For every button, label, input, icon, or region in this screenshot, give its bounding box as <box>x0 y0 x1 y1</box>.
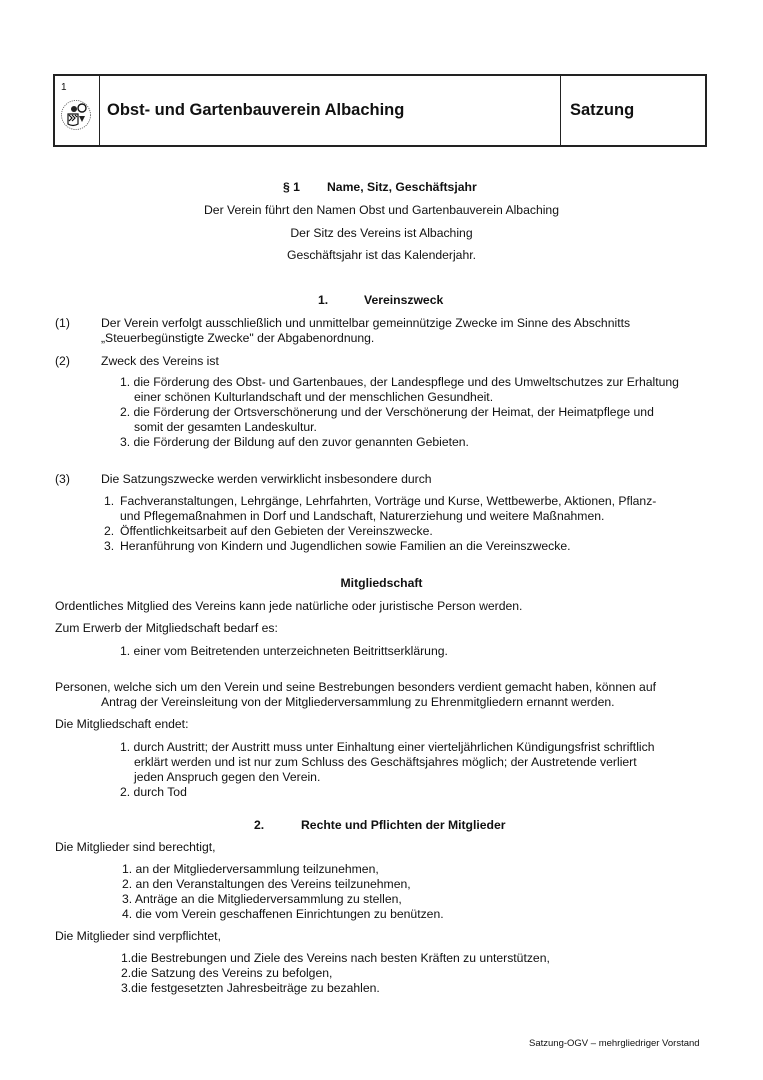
rechte-number: 2. <box>254 818 265 832</box>
paragraph-text: Der Verein verfolgt ausschließlich und unmittelbar gemeinnützige Zwecke im Sinne des Abschnitts <box>101 316 631 330</box>
list-item: 1. einer vom Beitretenden unterzeichneten Beitrittserklärung. <box>120 644 448 658</box>
section1-line: Der Sitz des Vereins ist Albaching <box>290 226 473 240</box>
page-footer: Satzung-OGV – mehrgliedriger Vorstand <box>529 1038 700 1049</box>
section1-line: Der Verein führt den Namen Obst und Gartenbauverein Albaching <box>203 203 559 217</box>
list-item: Heranführung von Kindern und Jugendlichen sowie Familien an die Vereinszwecke. <box>120 539 571 553</box>
list-item: Fachveranstaltungen, Lehrgänge, Lehrfahrten, Vorträge und Kurse, Wettbewerbe, Aktionen, Pflanz- <box>120 494 657 508</box>
list-number: 2. <box>104 524 115 538</box>
club-seal-logo <box>60 99 92 131</box>
text-line: Zum Erwerb der Mitgliedschaft bedarf es: <box>55 621 278 635</box>
list-item: 3. die Förderung der Bildung auf den zuvor genannten Gebieten. <box>120 435 469 449</box>
list-item: 1. an der Mitgliederversammlung teilzunehmen, <box>122 862 379 876</box>
paragraph-text: Die Satzungszwecke werden verwirklicht insbesondere durch <box>101 472 432 486</box>
page-number: 1 <box>61 82 67 93</box>
logo-cell <box>55 76 100 145</box>
text-line-continuation: Antrag der Vereinsleitung von der Mitgliederversammlung zu Ehrenmitgliedern ernannt werden. <box>101 695 615 709</box>
rechte-title: Rechte und Pflichten der Mitglieder <box>301 818 506 832</box>
list-item: 4. die vom Verein geschaffenen Einrichtungen zu benützen. <box>122 907 444 921</box>
text-line: Die Mitglieder sind verpflichtet, <box>55 929 221 943</box>
list-item: 1.die Bestrebungen und Ziele des Vereins nach besten Kräften zu unterstützen, <box>121 951 550 965</box>
list-item: 2.die Satzung des Vereins zu befolgen, <box>121 966 333 980</box>
section1-line: Geschäftsjahr ist das Kalenderjahr. <box>286 248 476 262</box>
list-item: 2. an den Veranstaltungen des Vereins teilzunehmen, <box>122 877 411 891</box>
list-item: 1. die Förderung des Obst- und Gartenbaues, der Landespflege und des Umweltschutzes zur Erhaltung <box>120 375 679 389</box>
list-item-continuation: somit der gesamten Landeskultur. <box>134 420 317 434</box>
list-item: 2. durch Tod <box>120 785 187 799</box>
text-line: Personen, welche sich um den Verein und seine Bestrebungen besonders verdient gemacht haben, können auf <box>55 680 656 694</box>
list-item-continuation: und Pflegemaßnahmen in Dorf und Landschaft, Naturerziehung und weitere Maßnahmen. <box>120 509 605 523</box>
list-item: 2. die Förderung der Ortsverschönerung und der Verschönerung der Heimat, der Heimatpflege und <box>120 405 654 419</box>
paragraph-label: (2) <box>55 354 70 368</box>
list-item: 1. durch Austritt; der Austritt muss unter Einhaltung einer vierteljährlichen Kündigungsfrist schriftlich <box>120 740 655 754</box>
text-line: Ordentliches Mitglied des Vereins kann jede natürliche oder juristische Person werden. <box>55 599 523 613</box>
paragraph-text: „Steuerbegünstigte Zwecke" der Abgabenordnung. <box>101 331 375 345</box>
list-item: Öffentlichkeitsarbeit auf den Gebieten der Vereinszwecke. <box>120 524 433 538</box>
list-item-continuation: jeden Anspruch gegen den Verein. <box>134 770 321 784</box>
paragraph-text: Zweck des Vereins ist <box>101 354 219 368</box>
text-line: Die Mitglieder sind berechtigt, <box>55 840 216 854</box>
organization-name: Obst- und Gartenbauverein Albaching <box>99 76 561 145</box>
list-item-continuation: einer schönen Kulturlandschaft und der menschlichen Gesundheit. <box>134 390 494 404</box>
paragraph-label: (1) <box>55 316 70 330</box>
document-type: Satzung <box>570 101 635 119</box>
vereinszweck-title: Vereinszweck <box>364 293 444 307</box>
list-item: 3. Anträge an die Mitgliederversammlung zu stellen, <box>122 892 402 906</box>
list-item: 3.die festgesetzten Jahresbeiträge zu bezahlen. <box>121 981 380 995</box>
mitgliedschaft-title: Mitgliedschaft <box>340 576 423 590</box>
list-number: 1. <box>104 494 115 508</box>
paragraph-label: (3) <box>55 472 70 486</box>
text-line: Die Mitgliedschaft endet: <box>55 717 189 731</box>
section1-title: Name, Sitz, Geschäftsjahr <box>327 180 477 194</box>
section1-number: § 1 <box>283 180 300 194</box>
document-header <box>53 74 707 147</box>
list-number: 3. <box>104 539 115 553</box>
vereinszweck-number: 1. <box>318 293 329 307</box>
list-item-continuation: erklärt werden und ist nur zum Schluss des Geschäftsjahres möglich; der Austretende verliert <box>134 755 637 769</box>
